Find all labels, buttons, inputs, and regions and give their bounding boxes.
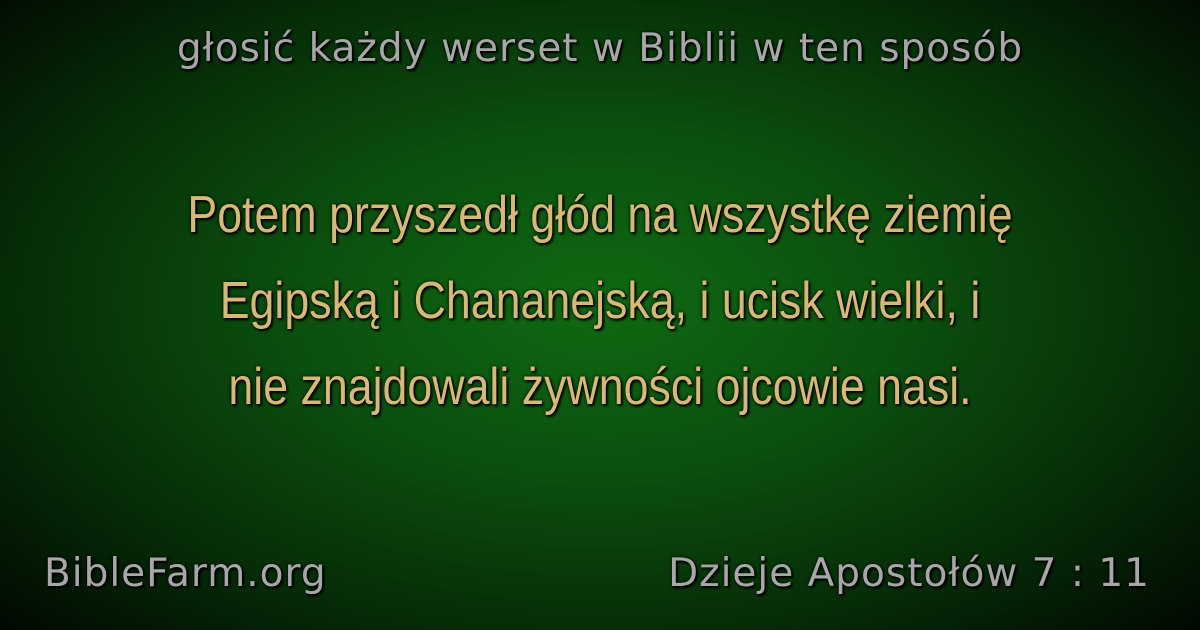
verse-line: Egipską i Chananejską, i ucisk wielki, i (219, 272, 981, 330)
site-name: BibleFarm.org (44, 551, 327, 596)
verse-line: nie znajdowali żywności ojcowie nasi. (228, 358, 972, 416)
verse-text (118, 172, 1081, 430)
tagline: głosić każdy werset w Biblii w ten sposób (176, 26, 1024, 71)
verse-reference: Dzieje Apostołów 7 : 11 (668, 551, 1150, 596)
verse-line: Potem przyszedł głód na wszystkę ziemię (187, 186, 1013, 244)
